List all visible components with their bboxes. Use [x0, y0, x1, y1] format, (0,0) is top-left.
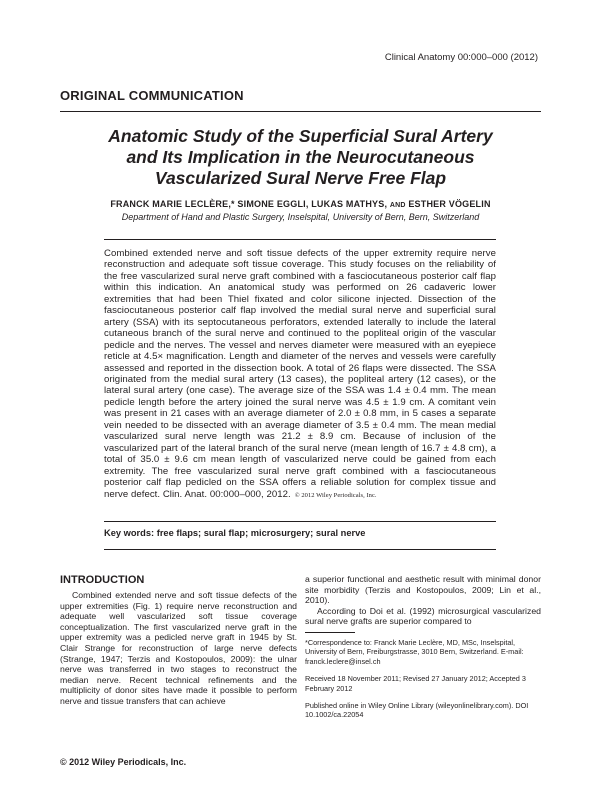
- abstract-top-rule: [104, 239, 496, 240]
- abstract: [104, 248, 496, 501]
- received-note: Received 18 November 2011; Revised 27 January 2012; Accepted 3 February 2012: [305, 674, 526, 693]
- footnote-rule: [305, 632, 355, 633]
- intro-paragraph-2: a superior functional and aesthetic result with minimal donor site morbidity (Terzis and Kostopoulos, 2009; Lin et al., 2010).: [305, 574, 541, 606]
- journal-citation: Clinical Anatomy 00:000–000 (2012): [384, 52, 538, 63]
- article-title: [60, 126, 541, 189]
- author-list: [60, 199, 541, 209]
- intro-paragraph-3: According to Doi et al. (1992) microsurgical vascularized sural nerve grafts are superior compared to: [305, 605, 541, 627]
- intro-paragraph-1: Combined extended nerve and soft tissue defects of the upper extremities (Fig. 1) require nerve reconstruction and adequate well vascularized soft tissue coverage conceptualization. The first vascularized nerve graft in the upper extremity was a pedicled nerve graft in 1945 by St. Clair Strange for reconstruction of large nerve defects (Strange, 1947; Terzis and Kostopoulos, 2009): the ulnar nerve was transferred in two stages to reconstruct the median nerve. Recent technical refinements and the multiplicity of donor sites have made it possible to perform nerve and tissue transfers that can achieve: [60, 590, 297, 706]
- abstract-bottom-rule: [104, 521, 496, 522]
- introduction-heading: INTRODUCTION: [60, 574, 145, 586]
- keywords: [104, 528, 365, 538]
- section-label: ORIGINAL COMMUNICATION: [60, 88, 244, 103]
- intro-column-1: [60, 590, 297, 707]
- abstract-text: Combined extended nerve and soft tissue defects of the upper extremity require nerve reconstruction and adequate soft tissue coverage. This study focuses on the reliability of the free vascularized sural nerve graft combined with a fasciocutaneous posterior calf flap within this indication. An anatomical study was performed on 26 cadaveric lower extremities that had been Thiel fixated and color silicone injected. Dissection of the fasciocutaneous posterior calf flap involved the medial sural nerve and superficial sural artery (SSA) with its septocutaneous perforators, extended laterally to include the lateral cutaneous branch of the sural nerve and continued to the popliteal origin of the vascular pedicle and the nerves. The vessel and nerves diameter were measured with an eyepiece reticle at 4.5× magnification. Length and diameter of the nerves and vessels were carefully assessed and reported in the dissection book. A total of 26 flaps were dissected. The SSA originated from the medial sural artery (13 cases), the popliteal artery (12 cases), or the lateral sural artery (one case). The average size of the SSA was 1.4 ± 0.4 mm. The mean pedicle length before the artery joined the sural nerve was 4.5 ± 1.9 cm. A comitant vein was present in 21 cases with an average diameter of 2.0 ± 0.8 mm, in 5 cases a separate vein needed to be dissected with an average diameter of 3.5 ± 0.4 mm. The mean medial vascularized sural nerve length was 21.2 ± 8.9 cm. Because of inclusion of the vascularized part of the lateral branch of the sural nerve (mean length of 16.7 ± 4.8 cm), a total of 35.0 ± 9.6 cm mean length of vascularized nerve could be gained from each extremity. The free vascularized sural nerve graft combined with a fasciocutaneous posterior calf flap pedicled on the SSA offers a reliable solution for complex tissue and nerve defect. Clin. Anat. 00:000–000, 2012.: [104, 248, 496, 500]
- authors-and: AND: [389, 202, 406, 209]
- correspondence-note: *Correspondence to: Franck Marie Leclère, MD, MSc, Inselspital, University of Bern, Freiburgstrasse, 3010 Bern, Switzerland. E-mail: franck.leclere@insel.ch: [305, 638, 524, 666]
- footnotes: [305, 638, 541, 720]
- keywords-text: free flaps; sural flap; microsurgery; sural nerve: [156, 528, 366, 538]
- authors-main: FRANCK MARIE LECLÈRE,* SIMONE EGGLI, LUKAS MATHYS,: [110, 199, 388, 209]
- published-note: Published online in Wiley Online Library (wileyonlinelibrary.com). DOI 10.1002/ca.22054: [305, 701, 529, 720]
- title-line-1: Anatomic Study of the Superficial Sural Artery: [108, 126, 493, 146]
- footer-copyright: © 2012 Wiley Periodicals, Inc.: [60, 757, 187, 767]
- abstract-copyright: © 2012 Wiley Periodicals, Inc.: [294, 491, 377, 499]
- intro-column-2: [305, 574, 541, 627]
- keywords-label: Key words:: [104, 528, 155, 538]
- keywords-rule: [104, 549, 496, 550]
- title-line-2: and Its Implication in the Neurocutaneous: [126, 147, 475, 167]
- authors-last: ESTHER VÖGELIN: [408, 199, 491, 209]
- title-line-3: Vascularized Sural Nerve Free Flap: [154, 168, 447, 188]
- affiliation: Department of Hand and Plastic Surgery, Inselspital, University of Bern, Bern, Switzerland: [121, 212, 480, 222]
- header-divider: [60, 111, 541, 112]
